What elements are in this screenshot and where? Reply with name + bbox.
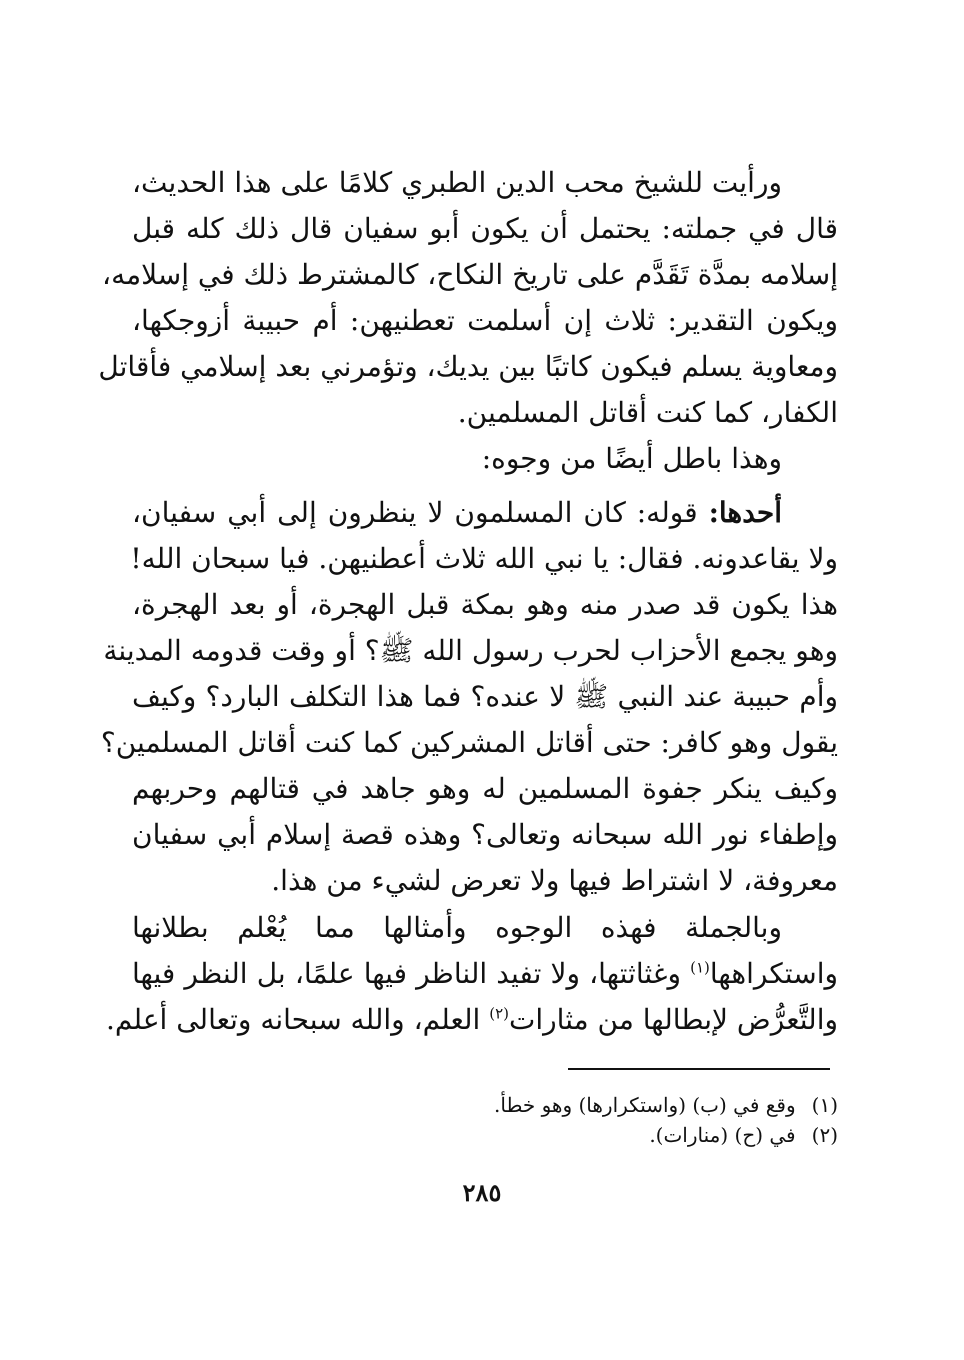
page-number: ٢٨٥ xyxy=(462,1178,502,1207)
footnote-text: وقع في (ب) (واستكرارها) وهو خطأ. xyxy=(494,1093,796,1117)
line-text: والتَّعرُّض لإبطالها من مثارات xyxy=(509,1003,838,1036)
line-text: واستكراهها xyxy=(709,957,838,990)
footnote-number: (٢) xyxy=(811,1123,838,1147)
paragraph-4 xyxy=(106,905,838,1043)
paragraph-line: وهذا باطل أيضًا من وجوه: xyxy=(481,442,782,475)
footnote-text: في (ح) (منارات). xyxy=(649,1123,796,1147)
paragraph-line: ويكون التقدير: ثلاث إن أسلمت تعطنيهن: أم حبيبة أزوجكها، xyxy=(132,304,838,337)
paragraph-line: وكيف ينكر جفوة المسلمين له وهو جاهد في قتالهم وحربهم xyxy=(132,772,839,805)
footnote-separator xyxy=(568,1068,830,1070)
paragraph-line: ولا يقاعدونه. فقال: يا نبي الله ثلاث أعطنيهن. فيا سبحان الله! xyxy=(130,542,838,575)
paragraph-2 xyxy=(132,436,838,482)
footnote-number: (١) xyxy=(811,1093,838,1117)
paragraph-line-text: قوله: كان المسلمون لا ينظرون إلى أبي سفيان، xyxy=(132,496,698,529)
bold-lead-word: أحدها: xyxy=(708,496,782,529)
paragraph-line: وهو يجمع الأحزاب لحرب رسول الله ﷺ؟ أو وقت قدومه المدينة xyxy=(103,634,838,667)
paragraph-line: وأم حبيبة عند النبي ﷺ لا عنده؟ فما هذا التكلف البارد؟ وكيف xyxy=(132,680,838,713)
paragraph-line-with-footnote xyxy=(132,951,838,997)
paragraph-line: وبالجملة فهذه الوجوه وأمثالها مما يُعْلم بطلانها xyxy=(132,911,782,944)
paragraph-line: هذا يكون قد صدر منه وهو بمكة قبل الهجرة، أو بعد الهجرة، xyxy=(132,588,838,621)
line-text: العلم، والله سبحانه وتعالى أعلم. xyxy=(106,1003,490,1036)
footnote-ref-1[interactable]: (١) xyxy=(690,958,710,977)
footnote-2 xyxy=(430,1120,838,1150)
footnotes xyxy=(430,1090,838,1150)
paragraph-1 xyxy=(98,160,838,436)
paragraph-line-with-footnote xyxy=(106,997,838,1043)
paragraph-3 xyxy=(100,490,839,904)
paragraph-line: وإطفاء نور الله سبحانه وتعالى؟ وهذه قصة إسلام أبي سفيان xyxy=(132,818,838,851)
paragraph-first-line xyxy=(132,490,838,536)
paragraph-line: ومعاوية يسلم فيكون كاتبًا بين يديك، وتؤمرني بعد إسلامي فأقاتل xyxy=(98,350,838,383)
line-text: وغثاثتها، ولا تفيد الناظر فيها علمًا، بل النظر فيها xyxy=(132,957,691,990)
footnote-ref-2[interactable]: (٢) xyxy=(489,1004,510,1023)
paragraph-line: يقول وهو كافر: حتى أقاتل المشركين كما كنت أقاتل المسلمين؟ xyxy=(100,726,838,759)
paragraph-line: إسلامه بمدَّة تَقَدَّم على تاريخ النكاح، كالمشترط ذلك في إسلامه، xyxy=(102,258,838,291)
paragraph-line: قال في جملته: يحتمل أن يكون أبو سفيان قال ذلك كله قبل xyxy=(132,212,838,245)
paragraph-line: الكفار، كما كنت أقاتل المسلمين. xyxy=(457,396,838,429)
paragraph-line: ورأيت للشيخ محب الدين الطبري كلامًا على هذا الحديث، xyxy=(132,166,782,199)
paragraph-line: معروفة، لا اشتراط فيها ولا تعرض لشيء من هذا. xyxy=(271,864,838,897)
footnote-1 xyxy=(430,1090,838,1120)
